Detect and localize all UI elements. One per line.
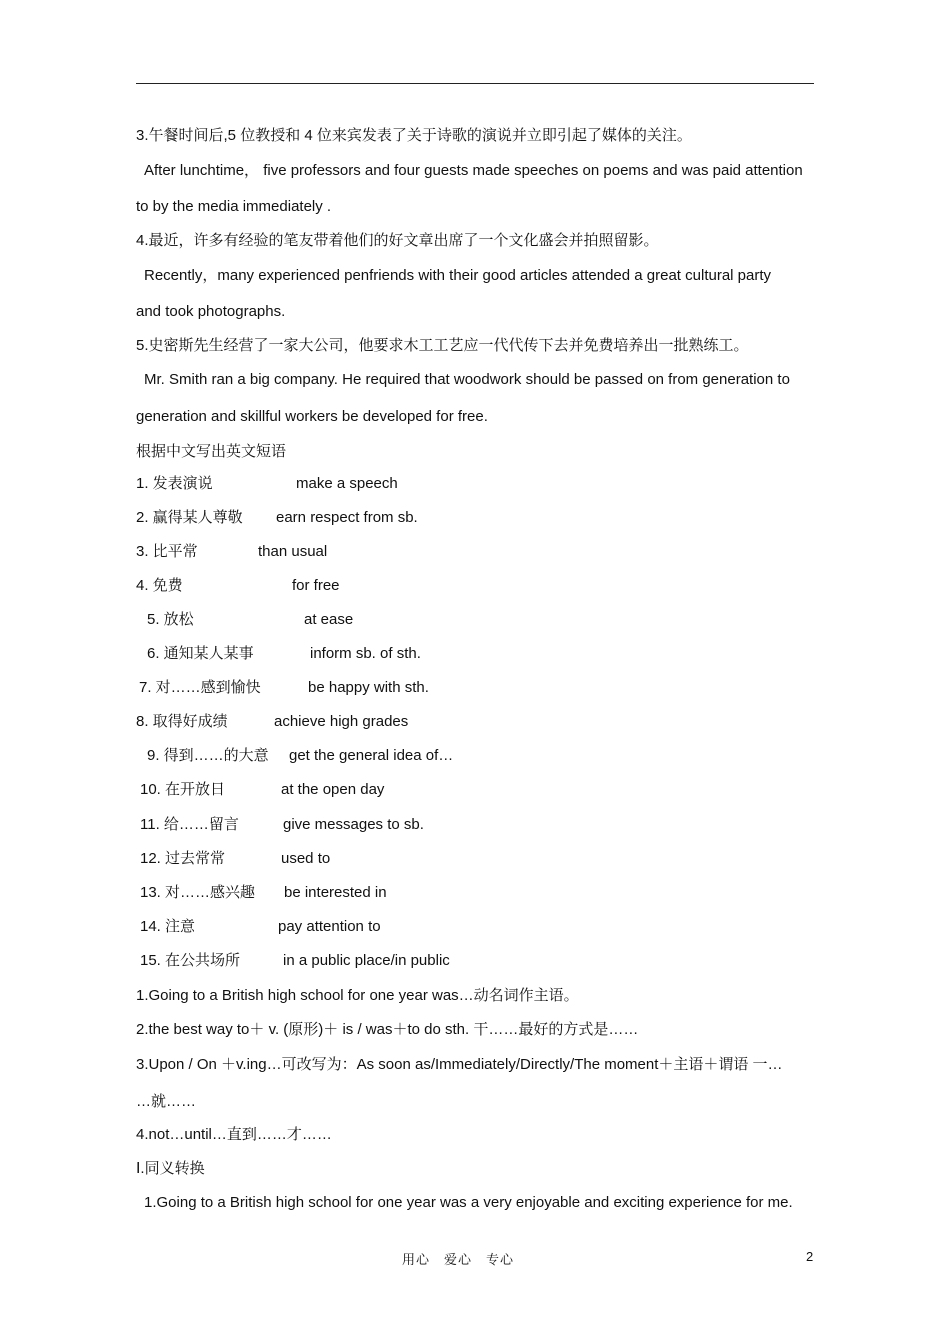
translation-4-english-line-1: Recently，many experienced penfriends with their good articles attended a great cultural party [144, 267, 772, 284]
grammar-point-3-continued: …就…… [136, 1093, 197, 1110]
translation-4-chinese: 4.最近，许多有经验的笔友带着他们的好文章出席了一个文化盛会并拍照留影。 [136, 232, 659, 249]
phrases-heading: 根据中文写出英文短语 [136, 442, 287, 460]
translation-3-english-line-1: After lunchtime， five professors and four guests made speeches on poems and was paid attention [144, 162, 803, 179]
grammar-point-1: 1.Going to a British high school for one year was…动名词作主语。 [136, 987, 579, 1004]
phrase-english: for free [292, 577, 340, 594]
phrase-chinese: 1. 发表演说 [136, 475, 213, 492]
phrase-english: be interested in [284, 884, 387, 901]
phrase-english: achieve high grades [274, 713, 409, 730]
phrase-chinese: 3. 比平常 [136, 543, 198, 560]
phrase-english: be happy with sth. [308, 679, 429, 696]
phrase-chinese: 5. 放松 [147, 611, 194, 628]
header-rule [136, 83, 814, 84]
translation-5-chinese: 5.史密斯先生经营了一家大公司，他要求木工工艺应一代代传下去并免费培养出一批熟练工。 [136, 337, 749, 354]
phrase-chinese: 6. 通知某人某事 [147, 645, 254, 662]
phrase-chinese: 7. 对……感到愉快 [139, 679, 261, 696]
phrase-chinese: 14. 注意 [140, 918, 196, 935]
phrase-english: at the open day [281, 781, 385, 798]
phrase-english: give messages to sb. [283, 816, 424, 833]
phrase-chinese: 13. 对……感兴趣 [140, 884, 256, 901]
footer-motto: 用心 爱心 专心 [402, 1253, 515, 1268]
phrase-english: inform sb. of sth. [310, 645, 421, 662]
exercise-item-1: 1.Going to a British high school for one year was a very enjoyable and exciting experience for me. [144, 1194, 793, 1211]
phrase-chinese: 12. 过去常常 [140, 850, 226, 867]
phrase-english: at ease [304, 611, 354, 628]
page-number: 2 [806, 1249, 814, 1264]
phrase-chinese: 15. 在公共场所 [140, 952, 241, 969]
phrase-english: used to [281, 850, 331, 867]
grammar-point-2: 2.the best way to＋ v. (原形)＋ is / was＋to do sth. 干……最好的方式是…… [136, 1021, 639, 1038]
phrase-chinese: 9. 得到……的大意 [147, 747, 269, 764]
translation-3-chinese: 3.午餐时间后,5 位教授和 4 位来宾发表了关于诗歌的演说并立即引起了媒体的关注。 [136, 127, 692, 144]
translation-5-english-line-1: Mr. Smith ran a big company. He required that woodwork should be passed on from generation to [144, 371, 790, 388]
phrase-english: in a public place/in public [283, 952, 450, 969]
phrase-english: than usual [258, 543, 328, 560]
phrase-chinese: 8. 取得好成绩 [136, 713, 228, 730]
exercise-heading: Ⅰ.同义转换 [136, 1160, 205, 1177]
phrase-english: make a speech [296, 475, 398, 492]
phrase-english: get the general idea of… [289, 747, 454, 764]
phrase-chinese: 2. 赢得某人尊敬 [136, 509, 243, 526]
grammar-point-4: 4.not…until…直到……才…… [136, 1126, 332, 1143]
phrase-chinese: 10. 在开放日 [140, 781, 226, 798]
phrase-english: pay attention to [278, 918, 381, 935]
grammar-point-3: 3.Upon / On ＋v.ing…可改写为：As soon as/Immediately/Directly/The moment＋主语＋谓语 一… [136, 1056, 783, 1073]
translation-3-english-line-2: to by the media immediately . [136, 198, 332, 215]
phrase-chinese: 11. 给……留言 [140, 816, 239, 833]
phrase-english: earn respect from sb. [276, 509, 418, 526]
phrase-chinese: 4. 免费 [136, 577, 183, 594]
translation-4-english-line-2: and took photographs. [136, 303, 286, 320]
translation-5-english-line-2: generation and skillful workers be developed for free. [136, 408, 488, 425]
